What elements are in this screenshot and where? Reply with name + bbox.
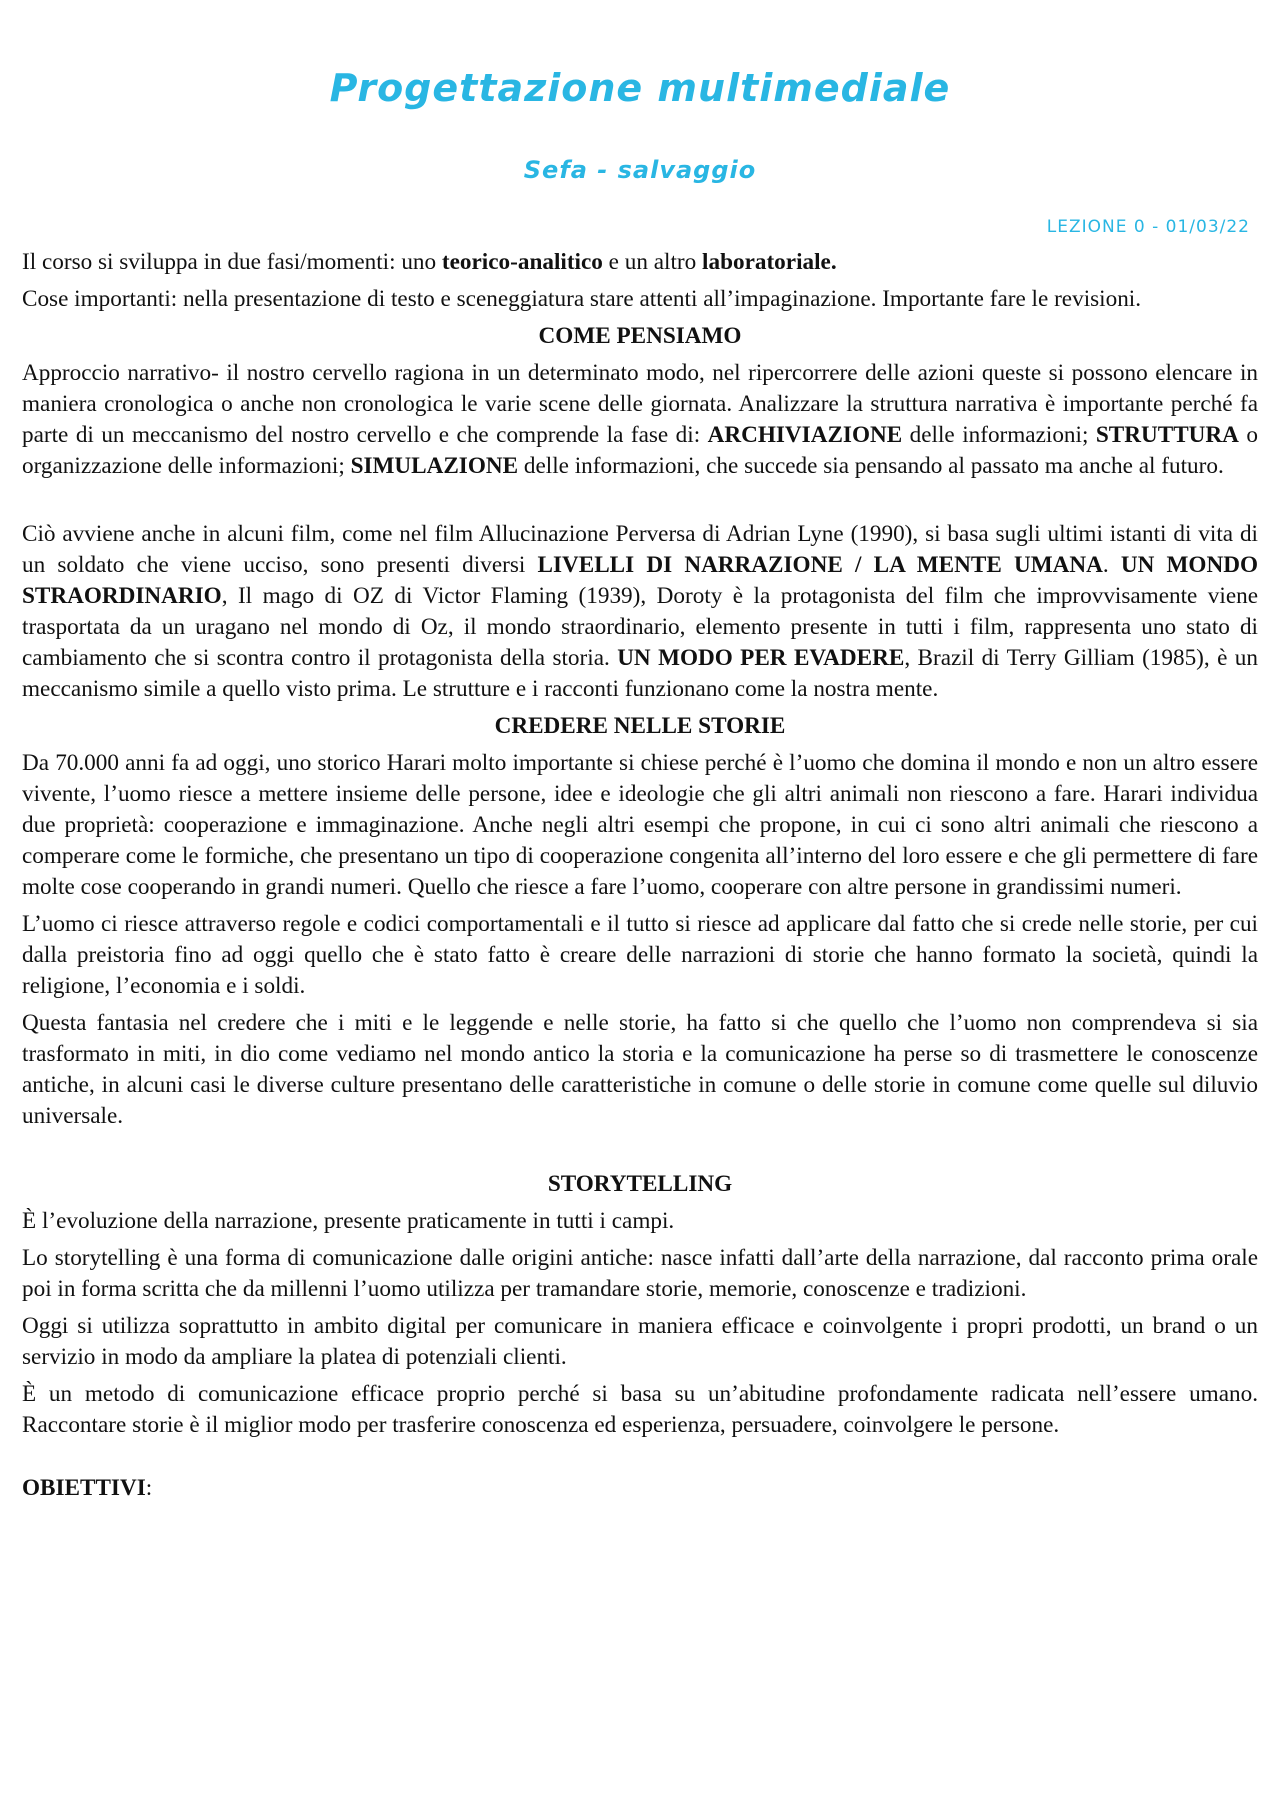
paragraph-intro: Il corso si sviluppa in due fasi/momenti: uno teorico-analitico e un altro laboratoriale. xyxy=(22,249,837,275)
paragraph-metodo: È un metodo di comunicazione efficace proprio perché si basa su un’abitudine profondamente radicata nell’essere umano. Raccontare storie è il miglior modo per trasferire conoscenza ed esperienza, persuadere, coinvolgere le persone. xyxy=(22,1381,1258,1438)
document-title: Progettazione multimediale xyxy=(329,66,951,110)
document-subtitle: Sefa - salvaggio xyxy=(523,156,757,184)
paragraph-digital: Oggi si utilizza soprattutto in ambito digital per comunicare in maniera efficace e coinvolgente i propri prodotti, un brand o un servizio in modo da ampliare la platea di potenziali clienti. xyxy=(22,1313,1258,1370)
paragraph-origini: Lo storytelling è una forma di comunicazione dalle origini antiche: nasce infatti dall’arte della narrazione, dal racconto prima orale poi in forma scritta che da millenni l’uomo utilizza per tramandare storie, memorie, conoscenze e tradizioni. xyxy=(22,1245,1258,1302)
paragraph-regole: L’uomo ci riesce attraverso regole e codici comportamentali e il tutto si riesce ad applicare dal fatto che si crede nelle storie, per cui dalla preistoria fino ad oggi quello che è stato fatto è creare delle narrazioni di storie che hanno formato la società, quindi la religione, l’economia e i soldi. xyxy=(22,911,1258,999)
heading-credere-nelle-storie: CREDERE NELLE STORIE xyxy=(494,713,786,739)
lesson-date: LEZIONE 0 - 01/03/22 xyxy=(1046,217,1250,237)
paragraph-harari: Da 70.000 anni fa ad oggi, uno storico Harari molto importante si chiese perché è l’uomo che domina il mondo e non un altro essere vivente, l’uomo riesce a mettere insieme delle persone, idee e ideologie che gli altri animali non riescono a fare. Harari individua due proprietà: cooperazione e immaginazione. Anche negli altri esempi che propone, in cui ci sono altri animali che riescono a comperare come le formiche, che presentano un tipo di cooperazione congenita all’interno del loro essere e che gli permettere di fare molte cose cooperando in grandi numeri. Quello che riesce a fare l’uomo, cooperare con altre persone in grandissimi numeri. xyxy=(22,750,1258,900)
spacer xyxy=(22,1138,1258,1169)
heading-storytelling: STORYTELLING xyxy=(547,1171,733,1197)
spacer xyxy=(22,1447,1258,1473)
heading-come-pensiamo: COME PENSIAMO xyxy=(538,323,742,349)
paragraph-fantasia: Questa fantasia nel credere che i miti e le leggende e nelle storie, ha fatto si che quello che l’uomo non comprendeva si sia trasformato in miti, in dio come vediamo nel mondo antico la storia e la comunicazione ha perse so di trasmettere le conoscenze antiche, in alcuni casi le diverse culture presentano delle caratteristiche in comune o delle storie in comune come quelle sul diluvio universale. xyxy=(22,1010,1258,1129)
paragraph-cose-importanti: Cose importanti: nella presentazione di testo e sceneggiatura stare attenti all’impaginazione. Importante fare le revisioni. xyxy=(22,286,1142,312)
heading-obiettivi: OBIETTIVI: xyxy=(22,1475,153,1501)
paragraph-film: Ciò avviene anche in alcuni film, come nel film Allucinazione Perversa di Adrian Lyne (1990), si basa sugli ultimi istanti di vita di un soldato che viene ucciso, sono presenti diversi LIVELLI DI NARRAZIONE / LA MENTE UMANA. UN MONDO STRAORDINARIO, Il mago di OZ di Victor Flaming (1939), Doroty è la protagonista del film che improvvisamente viene trasportata da un uragano nel mondo di Oz, il mondo straordinario, elemento presente in tutti i film, rappresenta uno stato di cambiamento che si scontra contro il protagonista della storia. UN MODO PER EVADERE, Brazil di Terry Gilliam (1985), è un meccanismo simile a quello visto prima. Le strutture e i racconti funzionano come la nostra mente. xyxy=(22,521,1258,702)
paragraph-evoluzione: È l’evoluzione della narrazione, presente praticamente in tutti i campi. xyxy=(22,1208,675,1234)
paragraph-approccio: Approccio narrativo- il nostro cervello ragiona in un determinato modo, nel ripercorrere delle azioni queste si possono elencare in maniera cronologica o anche non cronologica le varie scene delle giornata. Analizzare la struttura narrativa è importante perché fa parte di un meccanismo del nostro cervello e che comprende la fase di: ARCHIVIAZIONE delle informazioni; STRUTTURA o organizzazione delle informazioni; SIMULAZIONE delle informazioni, che succede sia pensando al passato ma anche al futuro. xyxy=(22,360,1258,479)
document-body xyxy=(22,247,1258,1510)
spacer xyxy=(22,488,1258,519)
